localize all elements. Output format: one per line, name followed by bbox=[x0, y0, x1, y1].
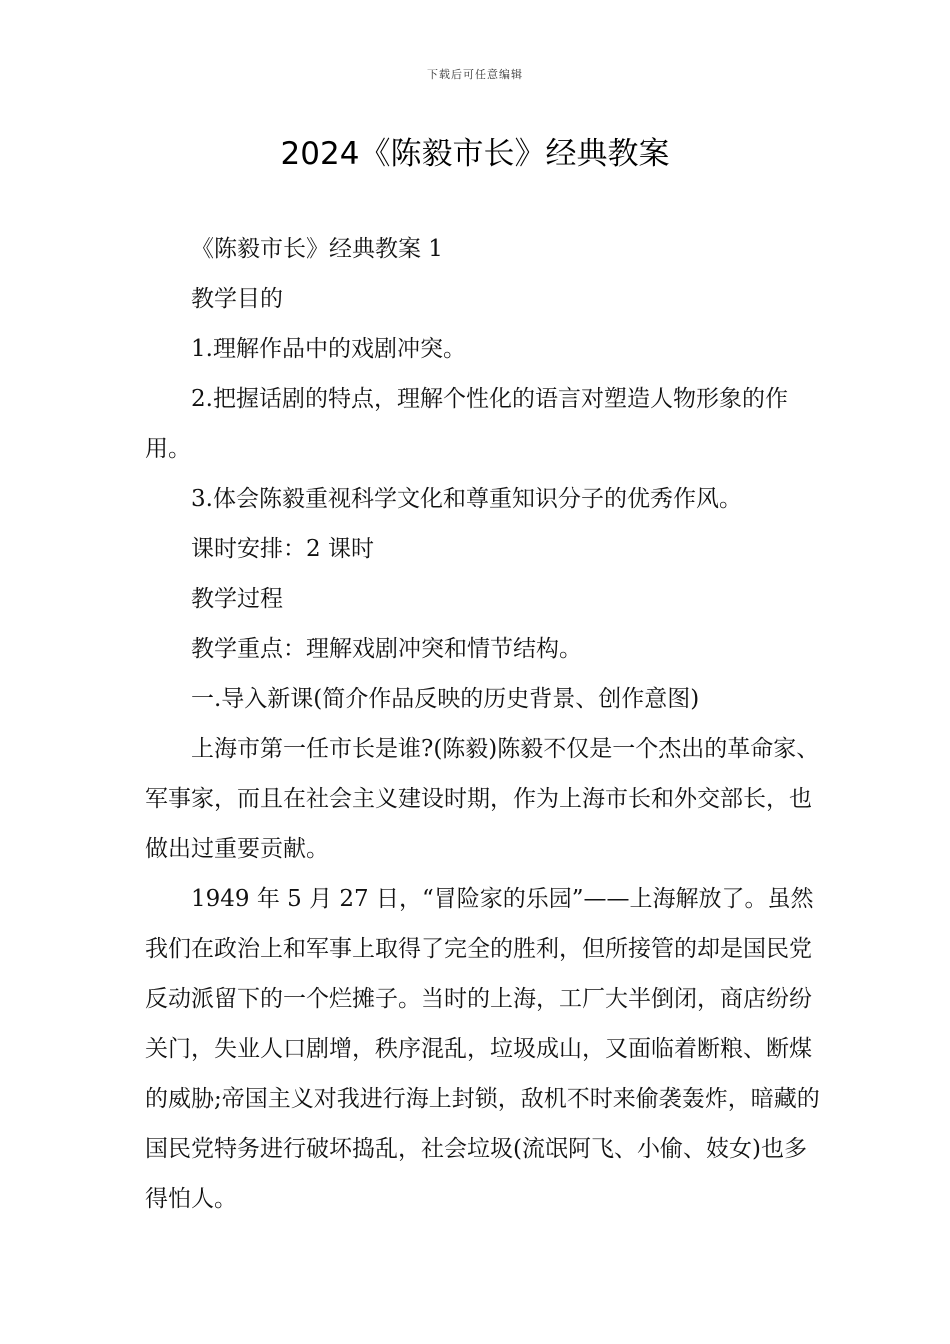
paragraph-objective-1: 1.理解作品中的戏剧冲突。 bbox=[191, 336, 466, 362]
paragraph-objective-2: 2.把握话剧的特点，理解个性化的语言对塑造人物形象的作用。 bbox=[145, 386, 788, 462]
paragraph-process-heading: 教学过程 bbox=[191, 586, 283, 612]
paragraph-intro: 上海市第一任市长是谁?(陈毅)陈毅不仅是一个杰出的革命家、军事家，而且在社会主义建设时期，作为上海市长和外交部长，也做出过重要贡献。 bbox=[145, 736, 820, 862]
paragraph-subtitle: 《陈毅市长》经典教案 1 bbox=[191, 236, 443, 262]
paragraph-background: 1949 年 5 月 27 日，“冒险家的乐园”——上海解放了。虽然我们在政治上和军事上取得了完全的胜利，但所接管的却是国民党反动派留下的一个烂摊子。当时的上海，工厂大半倒闭，商店纷纷关门，失业人口剧增，秩序混乱，垃圾成山，又面临着断粮、断煤的威胁;帝国主义对我进行海上封锁，敌机不时来偷袭轰炸，暗藏的国民党特务进行破坏捣乱，社会垃圾(流氓阿飞、小偷、妓女)也多得怕人。 bbox=[145, 886, 820, 1212]
header-note: 下载后可任意编辑 bbox=[427, 68, 523, 81]
paragraph-schedule: 课时安排：2 课时 bbox=[191, 536, 374, 562]
paragraph-section-1: 一.导入新课(简介作品反映的历史背景、创作意图) bbox=[191, 686, 700, 712]
paragraph-key-point: 教学重点：理解戏剧冲突和情节结构。 bbox=[191, 636, 582, 662]
paragraph-objectives-heading: 教学目的 bbox=[191, 286, 283, 312]
document-body bbox=[145, 224, 825, 1224]
document-title: 2024《陈毅市长》经典教案 bbox=[280, 136, 670, 172]
paragraph-objective-3: 3.体会陈毅重视科学文化和尊重知识分子的优秀作风。 bbox=[191, 486, 742, 512]
